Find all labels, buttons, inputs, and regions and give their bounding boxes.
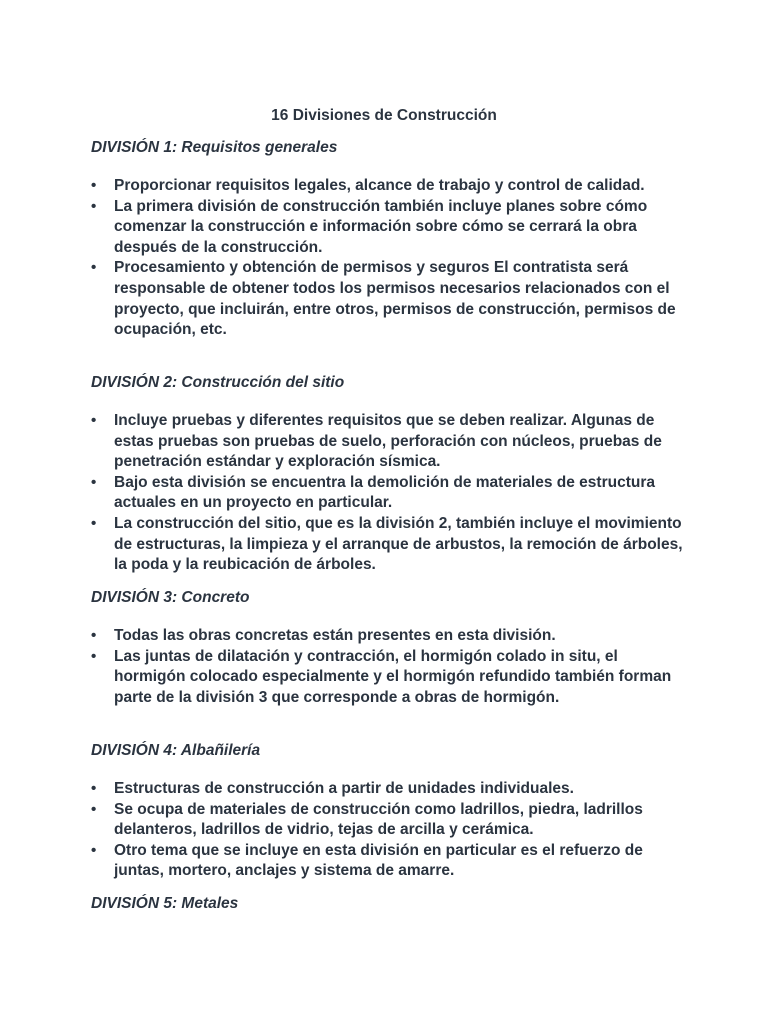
bullet-icon: • xyxy=(91,647,97,665)
section-heading-division-4: DIVISIÓN 4: Albañilería xyxy=(91,742,261,759)
list-item: • Otro tema que se incluye en esta división en particular es el refuerzo de juntas, mortero, anclajes y sistema de amarre. xyxy=(91,841,643,880)
bullet-icon: • xyxy=(91,780,97,797)
list-item: • Proporcionar requisitos legales, alcance de trabajo y control de calidad. xyxy=(0,176,684,197)
list-item: • Incluye pruebas y diferentes requisitos que se deben realizar. Algunas de estas pruebas son pruebas de suelo, perforación con núcleos, pruebas de penetración estándar y exploración sísmica. xyxy=(91,412,662,471)
bullet-icon: • xyxy=(91,627,97,644)
bullet-icon: • xyxy=(91,412,97,429)
section-heading-division-3: DIVISIÓN 3: Concreto xyxy=(91,589,250,606)
bullet-icon: • xyxy=(91,259,97,277)
bullet-icon: • xyxy=(91,514,97,532)
bullet-icon: • xyxy=(91,197,97,215)
list-item: • Procesamiento y obtención de permisos y seguros El contratista será responsable de obtener todos los permisos necesarios relacionados con el proyecto, que incluirán, entre otros, permisos de construcción, permisos de ocupación, etc. xyxy=(91,259,676,339)
section-list-division-2 xyxy=(0,411,684,576)
list-item: • Estructuras de construcción a partir de unidades individuales. xyxy=(0,779,684,800)
section-list-division-4 xyxy=(0,779,684,882)
bullet-icon: • xyxy=(91,177,97,194)
section-list-division-3 xyxy=(0,626,684,708)
section-heading-division-5: DIVISIÓN 5: Metales xyxy=(91,895,239,912)
document-title: 16 Divisiones de Construcción xyxy=(271,107,497,124)
section-heading-division-2: DIVISIÓN 2: Construcción del sitio xyxy=(91,374,345,391)
section-list-division-1 xyxy=(0,176,684,341)
list-item: • La primera división de construcción también incluye planes sobre cómo comenzar la construcción e información sobre cómo se cerrará la obra después de la construcción. xyxy=(91,197,648,256)
list-item: • Todas las obras concretas están presentes en esta división. xyxy=(0,626,684,647)
bullet-icon: • xyxy=(91,473,97,491)
list-item: • Bajo esta división se encuentra la demolición de materiales de estructura actuales en un proyecto en particular. xyxy=(91,473,655,512)
section-heading-division-1: DIVISIÓN 1: Requisitos generales xyxy=(91,139,338,156)
list-item: • Las juntas de dilatación y contracción, el hormigón colado in situ, el hormigón colocado especialmente y el hormigón refundido también forman parte de la división 3 que corresponde a obras de hormigón. xyxy=(91,647,672,706)
bullet-icon: • xyxy=(91,800,97,818)
bullet-icon: • xyxy=(91,841,97,859)
list-item: • Se ocupa de materiales de construcción como ladrillos, piedra, ladrillos delanteros, ladrillos de vidrio, tejas de arcilla y cerámica. xyxy=(91,800,643,839)
list-item: • La construcción del sitio, que es la división 2, también incluye el movimiento de estructuras, la limpieza y el arranque de arbustos, la remoción de árboles, la poda y la reubicación de árboles. xyxy=(91,514,683,574)
